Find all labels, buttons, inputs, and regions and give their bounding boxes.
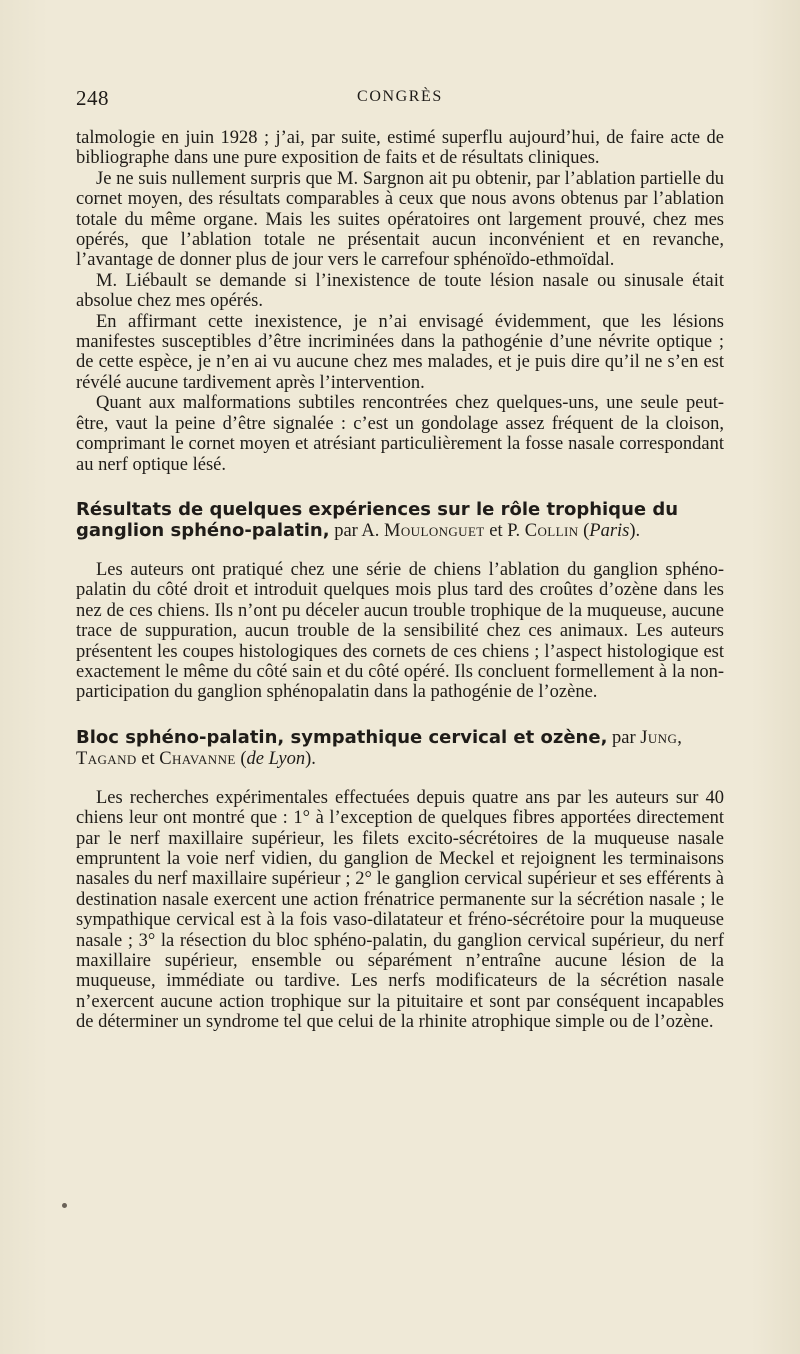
author-name: Jung [640, 727, 678, 748]
paragraph: M. Liébault se demande si l’inexistence de toute lésion nasale ou sinusale était absolue chez mes opérés. [76, 270, 724, 312]
byline-text: ( [235, 748, 247, 769]
section-title: Bloc sphéno-palatin, sympathique cervical et ozène, [76, 726, 608, 748]
page-header [76, 86, 724, 114]
author-place: Paris [589, 520, 630, 541]
byline-text: par [607, 727, 641, 748]
page-number: 248 [76, 86, 109, 110]
author-place: de Lyon [246, 748, 306, 769]
author-name: Collin [524, 520, 579, 541]
section-body: Les auteurs ont pratiqué chez une série de chiens l’ablation du ganglion sphéno-palatin du côté droit et introduit quelques mois plus tard des croûtes d’ozène dans les nez de ces chiens. Ils n’ont pu déceler aucun trouble trophique de la muqueuse, aucune trace de suppuration, aucun trouble de la sensibilité chez ces animaux. Les auteurs présentent les coupes histologiques des cornets de ces chiens ; l’aspect histologique est exactement le même du côté sain et du côté opéré. Ils concluent formellement à la non-participation du ganglion sphénopalatin dans la pathogénie de l’ozène. [76, 559, 724, 703]
paragraph: talmologie en juin 1928 ; j’ai, par suite, estimé superflu aujourd’hui, de faire acte de bibliographe dans une pure exposition de faits et de résultats cliniques. [76, 128, 724, 169]
section-body: Les recherches expérimentales effectuées depuis quatre ans par les auteurs sur 40 chiens leur ont montré que : 1° à l’exception de quelques fibres apportées directement par le nerf maxillaire supérieur, les filets excito-sécrétoires de la muqueuse nasale empruntent la voie nerf vidien, du ganglion de Meckel et rejoignent les terminaisons nasales du nerf maxillaire supérieur ; 2° le ganglion cervical supérieur et ses efférents à destination nasale exercent une action frénatrice permanente sur la sécrétion nasale ; le sympathique cervical est à la fois vaso-dilatateur et fréno-sécrétoire pour la muqueuse nasale ; 3° la résection du bloc sphéno-palatin, du ganglion cervical supérieur, du nerf maxillaire supérieur, ensemble ou séparément n’entraîne aucune lésion de la muqueuse, immédiate ou tardive. Les nerfs modificateurs de la sécrétion nasale n’exercent aucune action trophique sur la pituitaire et sont par conséquent incapables de déterminer un syndrome tel que celui de la rhinite atrophique simple ou de l’ozène. [76, 787, 724, 1033]
author-name: Chavanne [159, 748, 236, 769]
section-heading [76, 499, 724, 542]
paragraph: Quant aux malformations subtiles rencontrées chez quelques-uns, une seule peut-être, vaut la peine d’être signalée : c’est un gondolage assez fréquent de la cloison, comprimant le cornet moyen et atrésiant particulièrement la fosse nasale correspondant au nerf optique lésé. [76, 393, 724, 475]
author-name: Moulonguet [384, 520, 485, 541]
section-byline [330, 521, 641, 541]
paragraph: En affirmant cette inexistence, je n’ai envisagé évidemment, que les lésions manifestes susceptibles d’être incriminées dans la pathogénie d’une névrite optique ; de cette espèce, je n’en ai vu aucune chez mes malades, et je puis dire qu’il ne s’en est révélé aucune tardivement après l’intervention. [76, 311, 724, 393]
author-name: Tagand [76, 748, 137, 769]
section-heading [76, 727, 724, 770]
byline-text: et [136, 748, 160, 769]
byline-text: ( [578, 520, 590, 541]
ink-speck [62, 1203, 67, 1208]
byline-text: , [677, 727, 682, 748]
paragraph: Je ne suis nullement surpris que M. Sargnon ait pu obtenir, par l’ablation partielle du cornet moyen, des résultats comparables à ceux que nous avons obtenus par l’ablation totale du même organe. Mais les suites opératoires ont largement prouvé, chez mes opérés, que l’ablation totale ne présentait aucun inconvénient et en revanche, l’avantage de donner plus de jour vers le carrefour sphénoïdo-ethmoïdal. [76, 168, 724, 271]
byline-text: par A. [329, 520, 385, 541]
running-head: CONGRÈS [357, 88, 443, 105]
byline-text: ). [305, 748, 316, 769]
section-title: Résultats de quelques expériences sur le rôle trophique du ganglion sphéno-palatin, [76, 498, 679, 541]
byline-text: et P. [484, 520, 525, 541]
page-content [76, 128, 724, 1033]
byline-text: ). [629, 520, 641, 541]
